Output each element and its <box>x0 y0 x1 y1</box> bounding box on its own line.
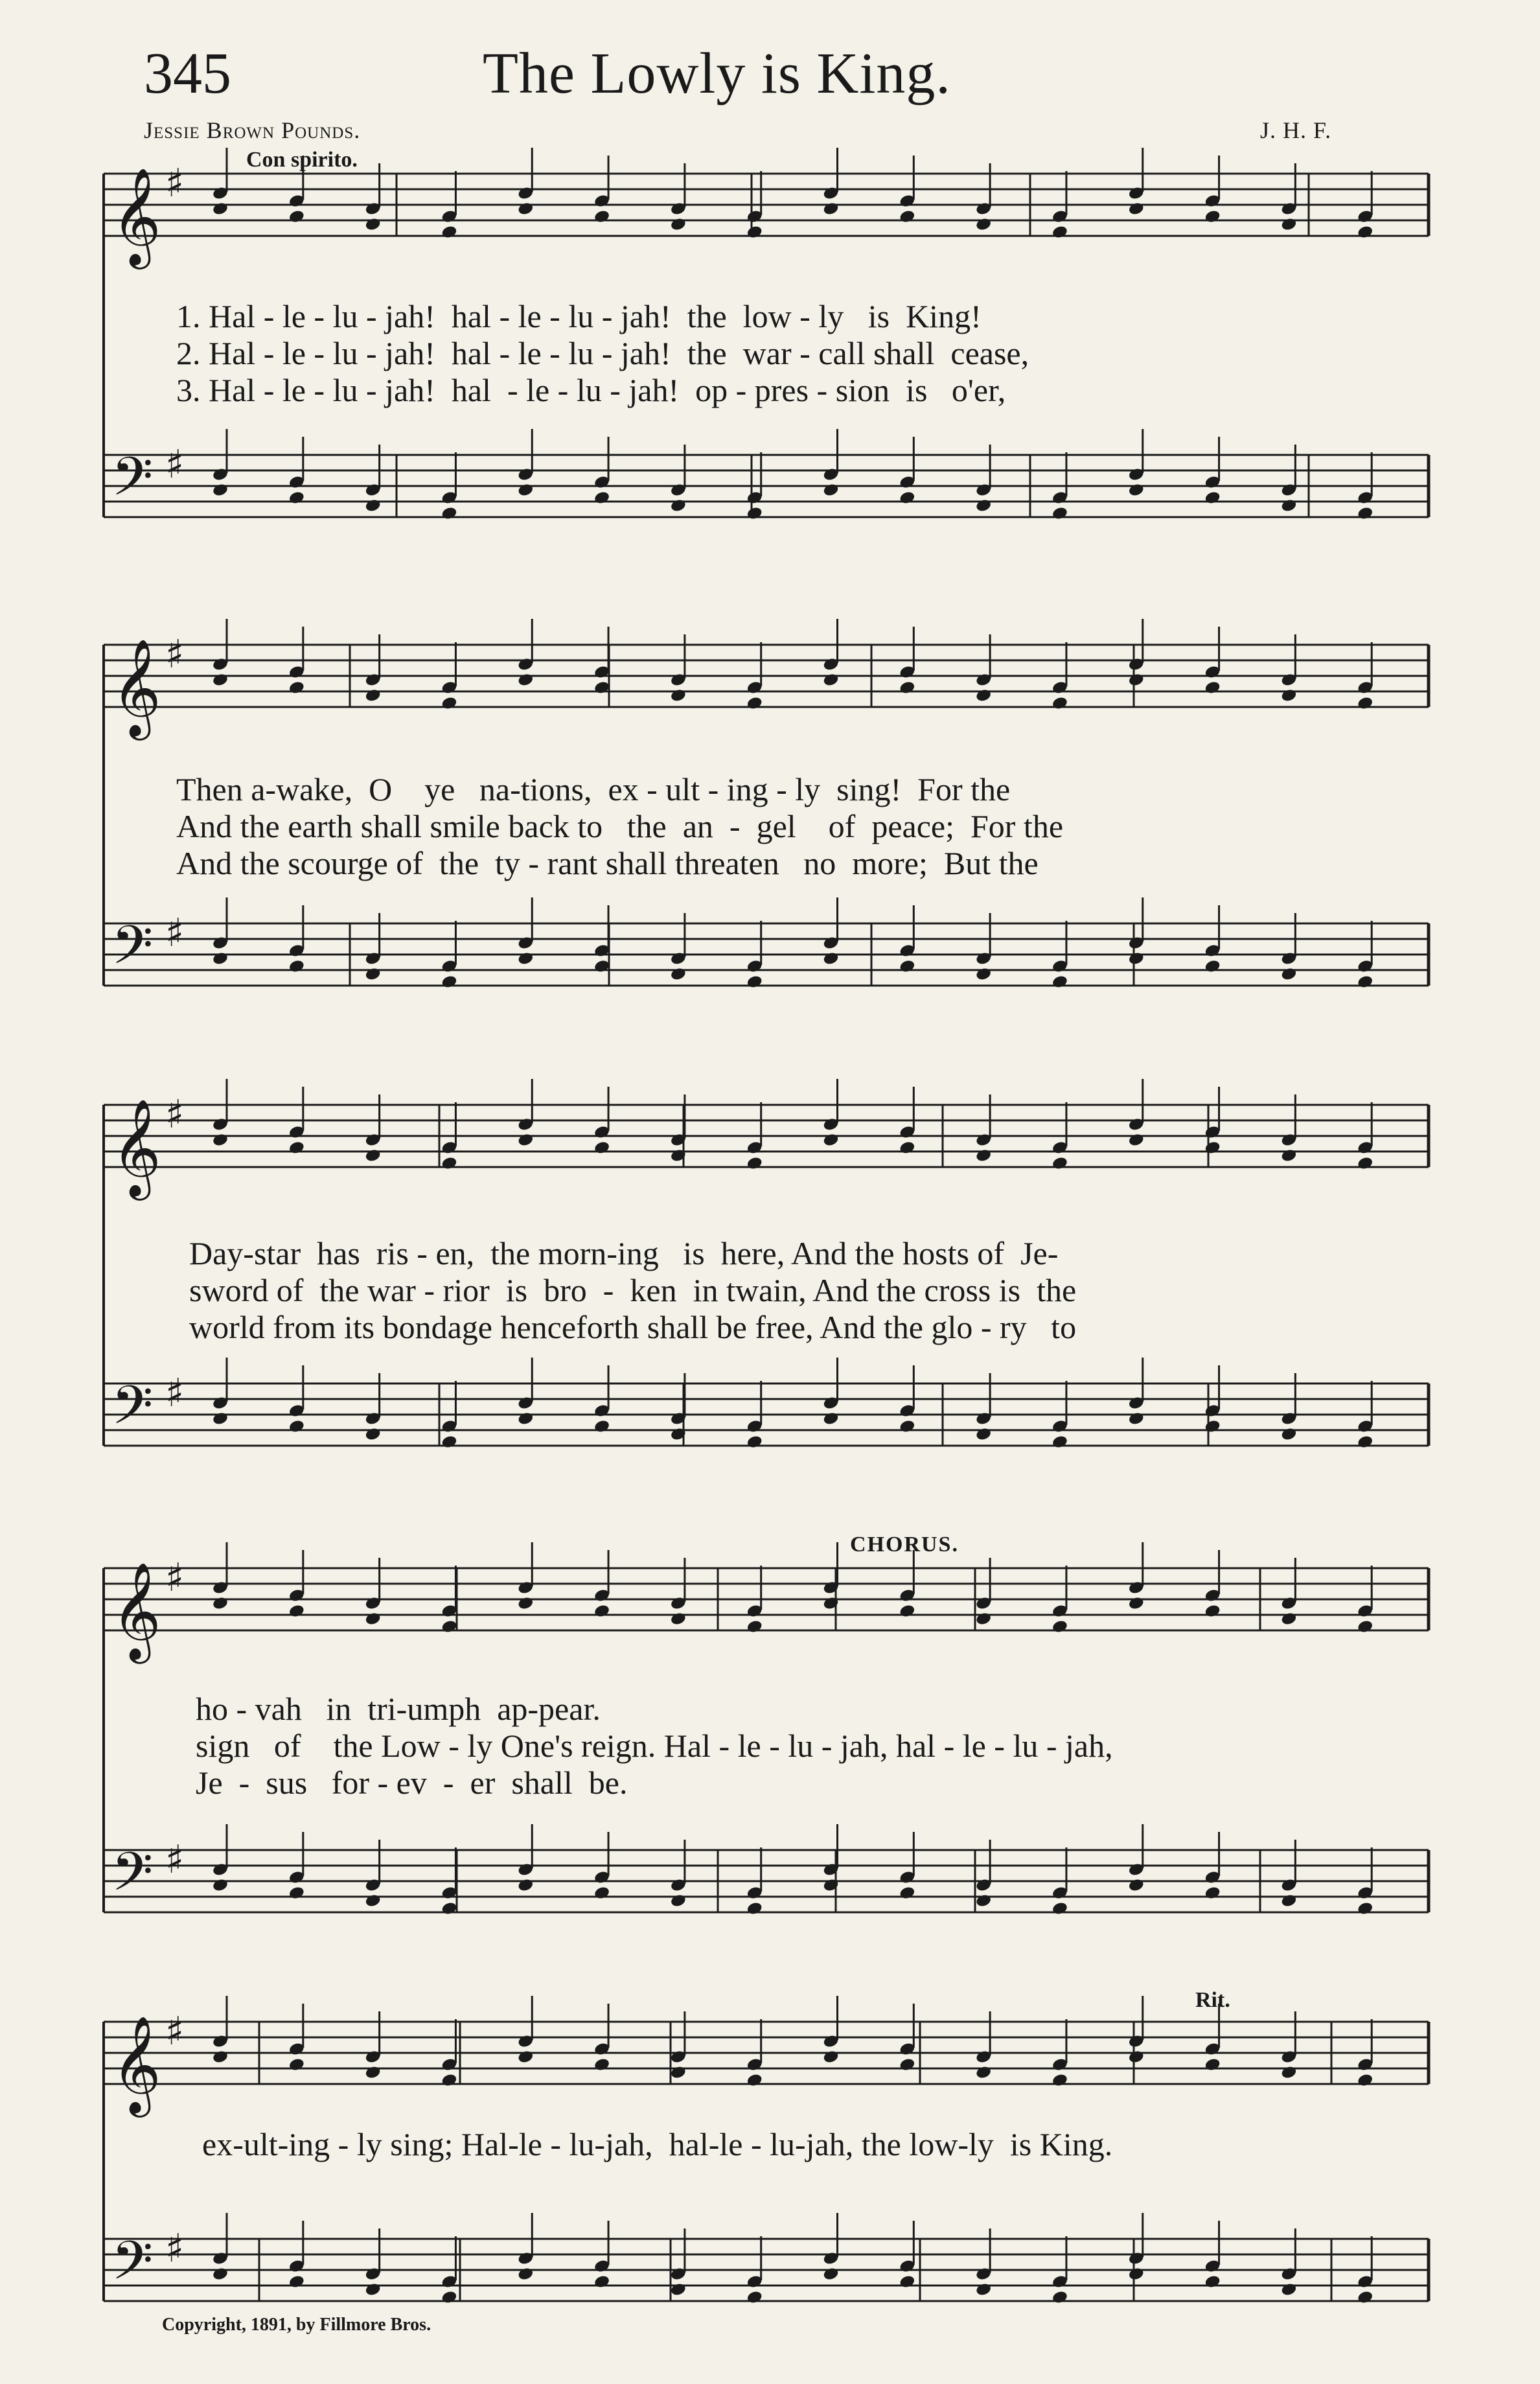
note-head <box>593 1419 610 1434</box>
note-head <box>1052 2073 1068 2088</box>
note-head <box>899 2057 915 2072</box>
note-head <box>212 202 229 216</box>
note-head <box>1052 1156 1068 1171</box>
lyric-line: sword of the war - rior is bro - ken in twain, And the cross is the <box>189 1272 1077 1308</box>
note-head <box>441 696 457 711</box>
note-head <box>212 483 229 498</box>
note-head <box>822 1133 839 1148</box>
note-head <box>365 1893 382 1908</box>
note-head <box>1052 225 1068 240</box>
note-head <box>441 2073 457 2088</box>
note-head <box>822 1411 839 1426</box>
lyric-line: world from its bondage henceforth shall be free, And the glo - ry to <box>189 1309 1077 1345</box>
note-head <box>1128 1411 1145 1426</box>
note-head <box>593 959 610 974</box>
note-head <box>517 1596 534 1611</box>
lyric-line: ho - vah in tri-umph ap-pear. <box>196 1691 601 1727</box>
note-head <box>365 2282 382 2297</box>
sharp-icon: ♯ <box>165 1837 185 1882</box>
note-head <box>1128 1596 1145 1611</box>
note-head <box>670 1612 687 1626</box>
lyric-line: And the scourge of the ty - rant shall threaten no more; But the <box>176 845 1039 881</box>
note-head <box>441 1619 457 1634</box>
note-head <box>1128 951 1145 966</box>
note-head <box>1128 483 1145 498</box>
note-head <box>670 1893 687 1908</box>
note-head <box>822 1596 839 1611</box>
note-head <box>441 1901 457 1916</box>
note-head <box>1128 2267 1145 2282</box>
note-head <box>593 491 610 505</box>
note-head <box>822 673 839 688</box>
note-head <box>822 2050 839 2065</box>
note-head <box>517 2267 534 2282</box>
note-head <box>593 1604 610 1619</box>
note-head <box>288 680 305 695</box>
note-head <box>212 1596 229 1611</box>
note-head <box>670 498 687 513</box>
note-head <box>1280 1893 1297 1908</box>
note-head <box>593 2057 610 2072</box>
note-head <box>975 1893 992 1908</box>
note-head <box>746 225 763 240</box>
note-head <box>517 951 534 966</box>
note-head <box>288 1419 305 1434</box>
note-head <box>899 959 915 974</box>
note-head <box>975 217 992 232</box>
note-head <box>822 202 839 216</box>
note-head <box>593 2274 610 2289</box>
note-head <box>365 688 382 703</box>
note-head <box>1204 209 1221 224</box>
lyric-line: And the earth shall smile back to the an - gel of peace; For the <box>176 808 1064 844</box>
note-head <box>1357 1435 1373 1450</box>
note-head <box>1280 1148 1297 1163</box>
note-head <box>593 209 610 224</box>
lyric-line: 3. Hal - le - lu - jah! hal - le - lu - jah! op - pres - sion is o'er, <box>176 372 1006 408</box>
bass-clef-icon: 𝄢 <box>111 914 154 989</box>
treble-clef-icon: 𝄞 <box>111 167 161 265</box>
note-head <box>975 967 992 982</box>
note-head <box>1204 680 1221 695</box>
treble-clef-icon: 𝄞 <box>111 1098 161 1196</box>
bass-clef-icon: 𝄢 <box>111 1374 154 1450</box>
lyric-line: Then a-wake, O ye na-tions, ex - ult - ing - ly sing! For the <box>176 771 1011 807</box>
note-head <box>441 1435 457 1450</box>
composer-credit: J. H. F. <box>1260 117 1332 143</box>
note-head <box>212 2267 229 2282</box>
note-head <box>365 498 382 513</box>
bass-clef-icon: 𝄢 <box>111 1840 154 1916</box>
note-head <box>670 2282 687 2297</box>
note-head <box>746 1435 763 1450</box>
note-head <box>1204 491 1221 505</box>
copyright-notice: Copyright, 1891, by Fillmore Bros. <box>162 2315 431 2335</box>
note-head <box>1357 1901 1373 1916</box>
note-head <box>975 1612 992 1626</box>
note-head <box>1128 1133 1145 1148</box>
note-head <box>1052 1435 1068 1450</box>
treble-clef-icon: 𝄞 <box>111 2015 161 2113</box>
bass-clef-icon: 𝄢 <box>111 445 154 521</box>
note-head <box>899 680 915 695</box>
sharp-icon: ♯ <box>165 2009 185 2054</box>
note-head <box>1204 1419 1221 1434</box>
chorus-label: CHORUS. <box>850 1533 959 1557</box>
tempo-marking: Con spirito. <box>246 148 358 172</box>
lyric-line: ex-ult-ing - ly sing; Hal-le - lu-jah, hal-le - lu-jah, the low-ly is King. <box>202 2126 1113 2162</box>
note-head <box>1357 225 1373 240</box>
note-head <box>441 1156 457 1171</box>
treble-clef-icon: 𝄞 <box>111 1561 161 1660</box>
note-head <box>746 1156 763 1171</box>
note-head <box>1128 673 1145 688</box>
note-head <box>593 1140 610 1155</box>
note-head <box>822 951 839 966</box>
note-head <box>212 1878 229 1893</box>
note-head <box>1128 1878 1145 1893</box>
sharp-icon: ♯ <box>165 1092 185 1137</box>
note-head <box>746 2290 763 2305</box>
note-head <box>1204 2057 1221 2072</box>
note-head <box>1052 506 1068 521</box>
lyric-line: Day-star has ris - en, the morn-ing is here, And the hosts of Je- <box>189 1235 1059 1271</box>
sharp-icon: ♯ <box>165 632 185 677</box>
note-head <box>441 2290 457 2305</box>
note-head <box>670 2065 687 2080</box>
note-head <box>517 2050 534 2065</box>
note-head <box>1280 688 1297 703</box>
note-head <box>975 1427 992 1442</box>
note-head <box>899 2274 915 2289</box>
note-head <box>365 1612 382 1626</box>
note-head <box>670 688 687 703</box>
note-head <box>746 506 763 521</box>
note-head <box>1052 696 1068 711</box>
note-head <box>1280 1427 1297 1442</box>
note-head <box>517 202 534 216</box>
note-head <box>899 1604 915 1619</box>
note-head <box>1204 959 1221 974</box>
author-credit: Jessie Brown Pounds. <box>144 117 361 143</box>
note-head <box>441 975 457 989</box>
note-head <box>822 1878 839 1893</box>
note-head <box>1280 217 1297 232</box>
note-head <box>1357 1619 1373 1634</box>
note-head <box>899 209 915 224</box>
note-head <box>1357 506 1373 521</box>
note-head <box>365 2065 382 2080</box>
note-head <box>1357 1156 1373 1171</box>
sharp-icon: ♯ <box>165 1371 185 1416</box>
note-head <box>746 2073 763 2088</box>
note-head <box>1280 967 1297 982</box>
note-head <box>288 1604 305 1619</box>
note-head <box>670 967 687 982</box>
note-head <box>899 1886 915 1901</box>
note-head <box>746 975 763 989</box>
lyric-line: 2. Hal - le - lu - jah! hal - le - lu - jah! the war - call shall cease, <box>176 335 1029 371</box>
note-head <box>899 1419 915 1434</box>
note-head <box>1357 2073 1373 2088</box>
bass-clef-icon: 𝄢 <box>111 2229 154 2305</box>
note-head <box>746 1901 763 1916</box>
note-head <box>212 1411 229 1426</box>
note-head <box>1280 2065 1297 2080</box>
hymn-number: 345 <box>144 41 231 106</box>
note-head <box>288 209 305 224</box>
note-head <box>1128 202 1145 216</box>
note-head <box>975 2282 992 2297</box>
note-head <box>517 673 534 688</box>
note-head <box>975 688 992 703</box>
lyric-line: Je - sus for - ev - er shall be. <box>196 1765 628 1801</box>
note-head <box>1052 2290 1068 2305</box>
sharp-icon: ♯ <box>165 442 185 487</box>
note-head <box>1357 696 1373 711</box>
note-head <box>517 483 534 498</box>
note-head <box>517 1133 534 1148</box>
note-head <box>1357 975 1373 989</box>
ritardando-marking: Rit. <box>1195 1988 1230 2012</box>
note-head <box>1280 2282 1297 2297</box>
lyric-line: sign of the Low - ly One's reign. Hal - le - lu - jah, hal - le - lu - jah, <box>196 1728 1113 1764</box>
note-head <box>288 491 305 505</box>
treble-clef-icon: 𝄞 <box>111 638 161 736</box>
note-head <box>593 680 610 695</box>
sharp-icon: ♯ <box>165 1555 185 1601</box>
note-head <box>288 2274 305 2289</box>
note-head <box>441 506 457 521</box>
note-head <box>1052 1901 1068 1916</box>
note-head <box>365 1148 382 1163</box>
note-head <box>517 1878 534 1893</box>
note-head <box>1204 1140 1221 1155</box>
note-head <box>670 217 687 232</box>
note-head <box>441 225 457 240</box>
note-head <box>1204 1604 1221 1619</box>
note-head <box>746 1619 763 1634</box>
note-head <box>1280 498 1297 513</box>
note-head <box>975 2065 992 2080</box>
note-head <box>899 491 915 505</box>
note-head <box>1204 1886 1221 1901</box>
note-head <box>365 217 382 232</box>
sharp-icon: ♯ <box>165 2226 185 2271</box>
note-head <box>288 2057 305 2072</box>
note-head <box>212 2050 229 2065</box>
note-head <box>1357 2290 1373 2305</box>
note-head <box>212 951 229 966</box>
hymn-title: The Lowly is King. <box>483 41 951 106</box>
note-head <box>975 498 992 513</box>
note-head <box>1052 1619 1068 1634</box>
note-head <box>212 673 229 688</box>
note-head <box>1204 2274 1221 2289</box>
note-head <box>1280 1612 1297 1626</box>
note-head <box>1128 2050 1145 2065</box>
note-head <box>1052 975 1068 989</box>
note-head <box>365 1427 382 1442</box>
note-head <box>365 967 382 982</box>
sharp-icon: ♯ <box>165 161 185 206</box>
note-head <box>822 2267 839 2282</box>
lyric-line: 1. Hal - le - lu - jah! hal - le - lu - jah! the low - ly is King! <box>176 298 982 334</box>
note-head <box>746 696 763 711</box>
note-head <box>212 1133 229 1148</box>
note-head <box>822 483 839 498</box>
note-head <box>288 1886 305 1901</box>
note-head <box>288 959 305 974</box>
note-head <box>899 1140 915 1155</box>
note-head <box>975 1148 992 1163</box>
sharp-icon: ♯ <box>165 910 185 956</box>
note-head <box>593 1886 610 1901</box>
note-head <box>517 1411 534 1426</box>
note-head <box>288 1140 305 1155</box>
